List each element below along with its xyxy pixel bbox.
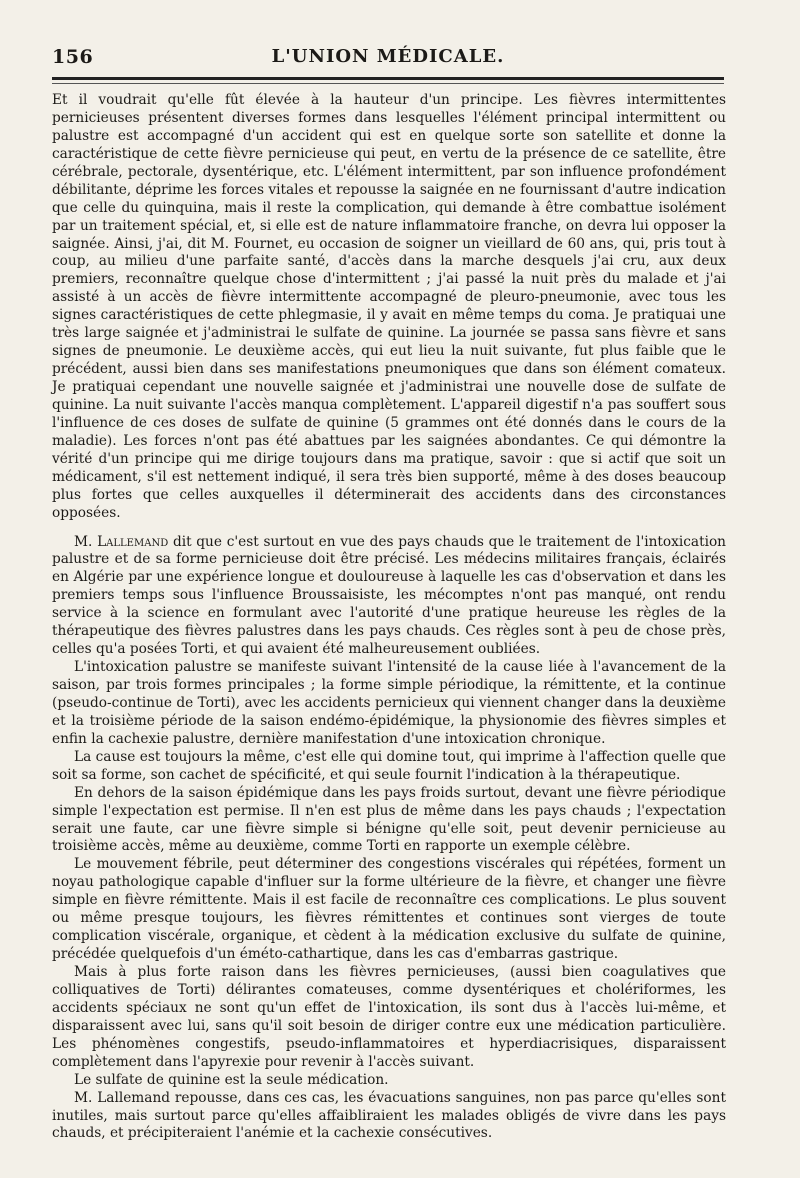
paragraph: Mais à plus forte raison dans les fièvres pernicieuses, (aussi bien coagulatives que colliquatives de Torti) délirantes comateuses, comme dysentériques et cholériformes, les accidents spéciaux ne sont qu'un effet de l'intoxication, ils sont dus à l'accès lui-même, et disparaissent avec lui, sans qu'il soit besoin de diriger contre eux une médication particulière. Les phénomènes congestifs, pseudo-inflammatoires et hyperdiacrisiques, disparaissent complètement dans l'apyrexie pour revenir à l'accès suivant. bbox=[52, 964, 726, 1070]
paragraph: L'intoxication palustre se manifeste suivant l'intensité de la cause liée à l'avancement de la saison, par trois formes principales ; la forme simple périodique, la rémittente, et la continue (pseudo-continue de Torti), avec les accidents pernicieux qui viennent changer dans la deuxième et la troisième période de la saison endémo-épidémique, la physionomie des fièvres simples et enfin la cachexie palustre, dernière manifestation d'une intoxication chronique. bbox=[52, 659, 726, 747]
paragraph: La cause est toujours la même, c'est elle qui domine tout, qui imprime à l'affection quelle que soit sa forme, son cachet de spécificité, et qui seule fournit l'indication à la thérapeutique. bbox=[52, 748, 726, 783]
paragraph: Le sulfate de quinine est la seule médication. bbox=[74, 1071, 389, 1088]
paragraph: M. Lallemand repousse, dans ces cas, les évacuations sanguines, non pas parce qu'elles sont inutiles, mais surtout parce qu'elles affaibliraient les malades obligés de vivre dans les pays chauds, et précipiteraient l'anémie et la cachexie consécutives. bbox=[52, 1089, 726, 1142]
paragraph: Et il voudrait qu'elle fût élevée à la hauteur d'un principe. Les fièvres intermittentes pernicieuses présentent diverses formes dans lesquelles l'élément principal intermittent ou palustre est accompagné d'un accident qui est en quelque sorte son satellite et donne la caractéristique de cette fièvre pernicieuse qui peut, en vertu de la présence de ce satellite, être cérébrale, pectorale, dysentérique, etc. L'élément intermittent, par son influence profondément débilitante, déprime les forces vitales et repousse la saignée en ne fournissant d'autre indication que celle du quinquina, mais il reste la complication, qui demande à être combattue isolément par un traitement spécial, et, si elle est de nature inflammatoire franche, on devra lui opposer la saignée. Ainsi, j'ai, dit M. Fournet, eu occasion de soigner un vieillard de 60 ans, qui, pris tout à coup, au milieu d'une parfaite santé, d'accès dans la marche desquels j'ai cru, aux deux premiers, reconnaître quelque chose d'intermittent ; j'ai passé la nuit près du malade et j'ai assisté à un accès de fièvre intermittente accompagné de pleuro-pneumonie, avec tous les signes caractéristiques de cette phlegmasie, il y avait en même temps du coma. Je pratiquai une très large saignée et j'administrai le sulfate de quinine. La journée se passa sans fièvre et sans signes de pneumonie. Le deuxième accès, qui eut lieu la nuit suivante, fut plus faible que le précédent, aussi bien dans ses manifestations pneumoniques que dans son élément comateux. Je pratiquai cependant une nouvelle saignée et j'administrai une nouvelle dose de sulfate de quinine. La nuit suivante l'accès manqua complètement. L'appareil digestif n'a pas souffert sous l'influence de ces doses de sulfate de quinine (5 grammes ont été donnés dans le cours de la maladie). Les forces n'ont pas été abattues par les saignées abondantes. Ce qui démontre la vérité d'un principe qui me dirige toujours dans ma pratique, savoir : que si actif que soit un médicament, s'il est nettement indiqué, il sera très bien supporté, même à des doses beaucoup plus fortes que celles auxquelles il déterminerait des accidents dans des circonstances opposées. bbox=[52, 92, 726, 521]
paragraph: En dehors de la saison épidémique dans les pays froids surtout, devant une fièvre périodique simple l'expectation est permise. Il n'en est plus de même dans les pays chauds ; l'expectation serait une faute, car une fièvre simple si bénigne qu'elle soit, peut devenir pernicieuse au troisième accès, même au deuxième, comme Torti en rapporte un exemple célèbre. bbox=[52, 784, 726, 855]
article-body bbox=[52, 92, 726, 1143]
paragraph: Le mouvement fébrile, peut déterminer des congestions viscérales qui répétées, forment un noyau pathologique capable d'influer sur la forme ultérieure de la fièvre, et changer une fièvre simple en fièvre rémittente. Mais il est facile de reconnaître ces complications. Le plus souvent ou même presque toujours, les fièvres rémittentes et continues sont vierges de toute complication viscérale, organique, et cèdent à la médication exclusive du sulfate de quinine, précédée quelquefois d'un éméto-cathartique, dans les cas d'embarras gastrique. bbox=[52, 856, 726, 963]
header-rule bbox=[52, 77, 724, 80]
paragraph-text: dit que c'est surtout en vue des pays chauds que le traitement de l'intoxication palustre et de sa forme pernicieuse doit être précisé. Les médecins militaires français, éclairés en Algérie par une expérience longue et douloureuse à laquelle les cas d'observation et dans les premiers temps sous l'influence Broussaisiste, les mécomptes n'ont pas manqué, ont rendu service à la science en formulant avec l'autorité d'une pratique heureuse les règles de la thérapeutique des fièvres palustres dans les pays chauds. Ces règles sont à peu de chose près, celles qu'a posées Torti, et qui avaient été malheureusement oubliées. bbox=[52, 533, 727, 658]
running-title: L'UNION MÉDICALE. bbox=[271, 46, 505, 67]
header-rule-thin bbox=[52, 83, 724, 84]
page-header bbox=[52, 44, 724, 74]
paragraph bbox=[52, 534, 726, 660]
speaker-name: M. Lallemand bbox=[74, 533, 169, 550]
page-number: 156 bbox=[52, 46, 94, 68]
